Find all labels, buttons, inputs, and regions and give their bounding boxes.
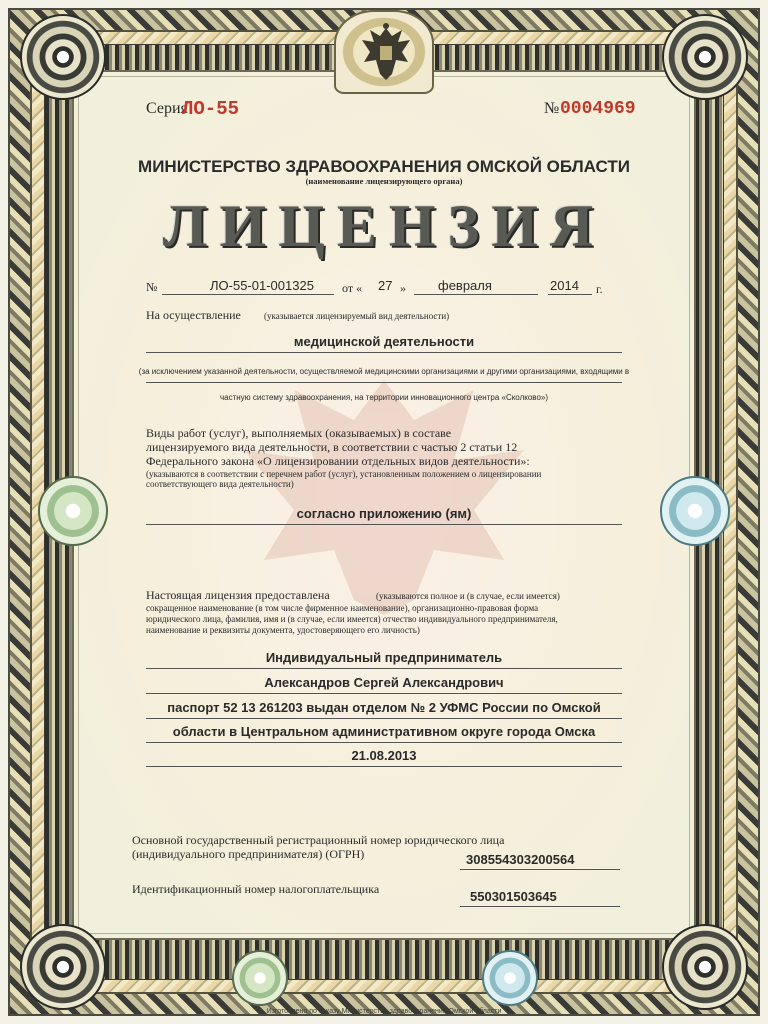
side-rosette-icon	[660, 476, 730, 546]
ogrn-value: 308554303200564	[466, 852, 575, 867]
series-value: ЛО-55	[182, 98, 240, 120]
corner-rosette-icon	[20, 14, 106, 100]
corner-rosette-icon	[662, 14, 748, 100]
underline	[414, 294, 538, 295]
corner-rosette-icon	[20, 924, 106, 1010]
licensee-name: Александров Сергей Александрович	[264, 675, 504, 690]
ogrn-label-line1: Основной государственный регистрационный номер юридического лица	[132, 833, 505, 847]
document-title: ЛИЦЕНЗИЯ	[162, 193, 606, 259]
issuer-caption: (наименование лицензирующего органа)	[305, 176, 463, 186]
works-caption-line1: (указываются в соответствии с перечнем работ (услуг), установленным положением о лицензировании	[146, 469, 542, 479]
issuer-name: МИНИСТЕРСТВО ЗДРАВООХРАНЕНИЯ ОМСКОЙ ОБЛАСТИ	[138, 157, 630, 176]
bottom-rosette-icon	[482, 950, 538, 1006]
form-number-label: №	[544, 100, 560, 117]
underline	[146, 766, 622, 767]
date-year-suffix: г.	[596, 282, 603, 296]
registration-number-value: ЛО-55-01-001325	[210, 278, 314, 293]
activity-caption: (указывается лицензируемый вид деятельности)	[264, 311, 450, 321]
works-label-line1: Виды работ (услуг), выполняемых (оказываемых) в составе	[146, 426, 452, 440]
underline	[460, 906, 620, 907]
licensee-caption-head: (указываются полное и (в случае, если имеется)	[376, 591, 560, 601]
form-number-value: 0004969	[560, 99, 636, 119]
underline	[146, 524, 622, 525]
date-day-close: »	[400, 281, 406, 295]
licensee-passport-issuer: области в Центральном административном округе города Омска	[172, 724, 596, 739]
underline	[146, 668, 622, 669]
works-label-line3: Федерального закона «О лицензировании отдельных видов деятельности»:	[146, 454, 530, 468]
inn-label: Идентификационный номер налогоплательщика	[132, 882, 380, 896]
series-label: Серия	[146, 100, 188, 117]
corner-rosette-icon	[662, 924, 748, 1010]
side-rosette-icon	[38, 476, 108, 546]
date-year: 2014	[550, 278, 579, 293]
underline	[460, 869, 620, 870]
underline	[146, 693, 622, 694]
printer-footer: Изготовлено по заказу Министерства здравоохранения Омской области	[266, 1008, 502, 1015]
licensee-caption-line3: юридического лица, фамилия, имя и (в случае, если имеется) отчество индивидуального предпринимателя,	[146, 614, 558, 624]
works-label-line2: лицензируемого вида деятельности, в соответствии с частью 2 статьи 12	[146, 440, 518, 454]
ogrn-label-line2: (индивидуального предпринимателя) (ОГРН)	[132, 847, 365, 861]
underline	[162, 294, 334, 295]
licensee-passport-date: 21.08.2013	[351, 748, 417, 763]
works-caption-line2: соответствующего вида деятельности)	[146, 479, 294, 489]
licensee-caption-line4: наименование и реквизиты документа, удостоверяющего его личность)	[146, 625, 420, 635]
licensee-label: Настоящая лицензия предоставлена	[146, 588, 330, 602]
underline	[548, 294, 592, 295]
date-month: февраля	[438, 278, 492, 293]
activity-value: медицинской деятельности	[293, 334, 475, 349]
date-from-label: от «	[342, 281, 363, 295]
double-headed-eagle-icon	[358, 22, 414, 84]
underline	[146, 382, 622, 383]
activity-note-line1: (за исключением указанной деятельности, осуществляемой медицинскими организациями и другими организациями, входящими в	[138, 367, 630, 376]
date-day: 27	[378, 278, 393, 293]
registration-number-label: №	[146, 280, 158, 294]
licensee-caption-line2: сокращенное наименование (в том числе фирменное наименование), организационно-правовая форма	[146, 603, 539, 613]
activity-label: На осуществление	[146, 308, 241, 322]
licensee-passport: паспорт 52 13 261203 выдан отделом № 2 УФМС России по Омской	[167, 700, 601, 715]
works-value: согласно приложению (ям)	[296, 506, 472, 521]
licensee-type: Индивидуальный предприниматель	[265, 650, 503, 665]
coat-of-arms-emblem	[334, 10, 434, 94]
underline	[146, 718, 622, 719]
underline	[146, 352, 622, 353]
bottom-rosette-icon	[232, 950, 288, 1006]
activity-note-line2: частную систему здравоохранения, на территории инновационного центра «Сколково»)	[219, 393, 549, 402]
inn-value: 550301503645	[470, 889, 557, 904]
underline	[146, 742, 622, 743]
